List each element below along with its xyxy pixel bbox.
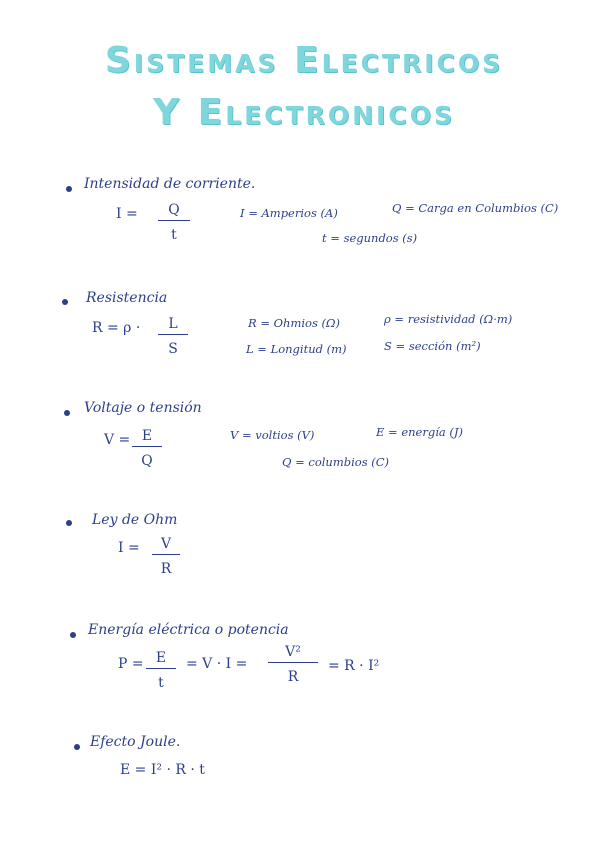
formula-lhs-voltaje: V = xyxy=(104,432,131,448)
fraction-ohm xyxy=(152,536,180,577)
fraction-energia-1 xyxy=(146,650,176,691)
formula-mid-energia: = V · I = xyxy=(186,656,248,672)
formula-lhs-intensidad: I = xyxy=(116,206,138,222)
note-voltaje-1: V = voltios (V) xyxy=(230,428,315,442)
fraction-denominator: t xyxy=(171,227,177,243)
note-resistencia-4: S = sección (m²) xyxy=(384,339,481,353)
fraction-numerator: E xyxy=(132,428,162,447)
fraction-numerator: Q xyxy=(158,202,190,221)
fraction-numerator: V² xyxy=(268,644,318,663)
note-voltaje-2: E = energía (J) xyxy=(376,425,463,439)
formula-joule: E = I² · R · t xyxy=(120,762,205,778)
formula-lhs-ohm: I = xyxy=(118,540,140,556)
formula-lhs-resistencia: R = ρ · xyxy=(92,320,141,336)
formula-tail-energia: = R · I² xyxy=(328,658,380,674)
page-title-line-1: Sistemas Electricos xyxy=(104,40,504,81)
bullet-dot xyxy=(66,520,72,526)
bullet-dot xyxy=(70,632,76,638)
fraction-numerator: L xyxy=(158,316,188,335)
bullet-dot xyxy=(66,186,72,192)
fraction-denominator: R xyxy=(287,669,299,685)
fraction-numerator: E xyxy=(146,650,176,669)
fraction-denominator: t xyxy=(158,675,164,691)
bullet-dot xyxy=(62,299,68,305)
bullet-dot xyxy=(74,744,80,750)
section-heading-voltaje: Voltaje o tensión xyxy=(84,400,202,416)
fraction-resistencia xyxy=(158,316,188,357)
section-heading-intensidad: Intensidad de corriente. xyxy=(84,176,256,192)
note-intensidad-3: t = segundos (s) xyxy=(322,231,418,245)
formula-lhs-energia: P = xyxy=(118,656,144,672)
fraction-denominator: S xyxy=(168,341,178,357)
note-resistencia-2: ρ = resistividad (Ω·m) xyxy=(384,312,513,326)
fraction-voltaje xyxy=(132,428,162,469)
bullet-dot xyxy=(64,410,70,416)
note-resistencia-1: R = Ohmios (Ω) xyxy=(248,316,341,330)
section-heading-ohm: Ley de Ohm xyxy=(92,512,178,528)
fraction-energia-2 xyxy=(268,644,318,685)
fraction-numerator: V xyxy=(152,536,180,555)
note-voltaje-3: Q = columbios (C) xyxy=(282,455,390,469)
fraction-denominator: Q xyxy=(141,453,153,469)
fraction-intensidad xyxy=(158,202,190,243)
note-resistencia-3: L = Longitud (m) xyxy=(246,342,347,356)
note-intensidad-1: I = Amperios (A) xyxy=(240,206,338,220)
fraction-denominator: R xyxy=(160,561,172,577)
page-title-line-2: Y Electronicos xyxy=(153,92,455,133)
section-heading-joule: Efecto Joule. xyxy=(90,734,181,750)
section-heading-resistencia: Resistencia xyxy=(86,290,168,306)
section-heading-energia: Energía eléctrica o potencia xyxy=(88,622,289,638)
note-intensidad-2: Q = Carga en Columbios (C) xyxy=(392,201,559,215)
